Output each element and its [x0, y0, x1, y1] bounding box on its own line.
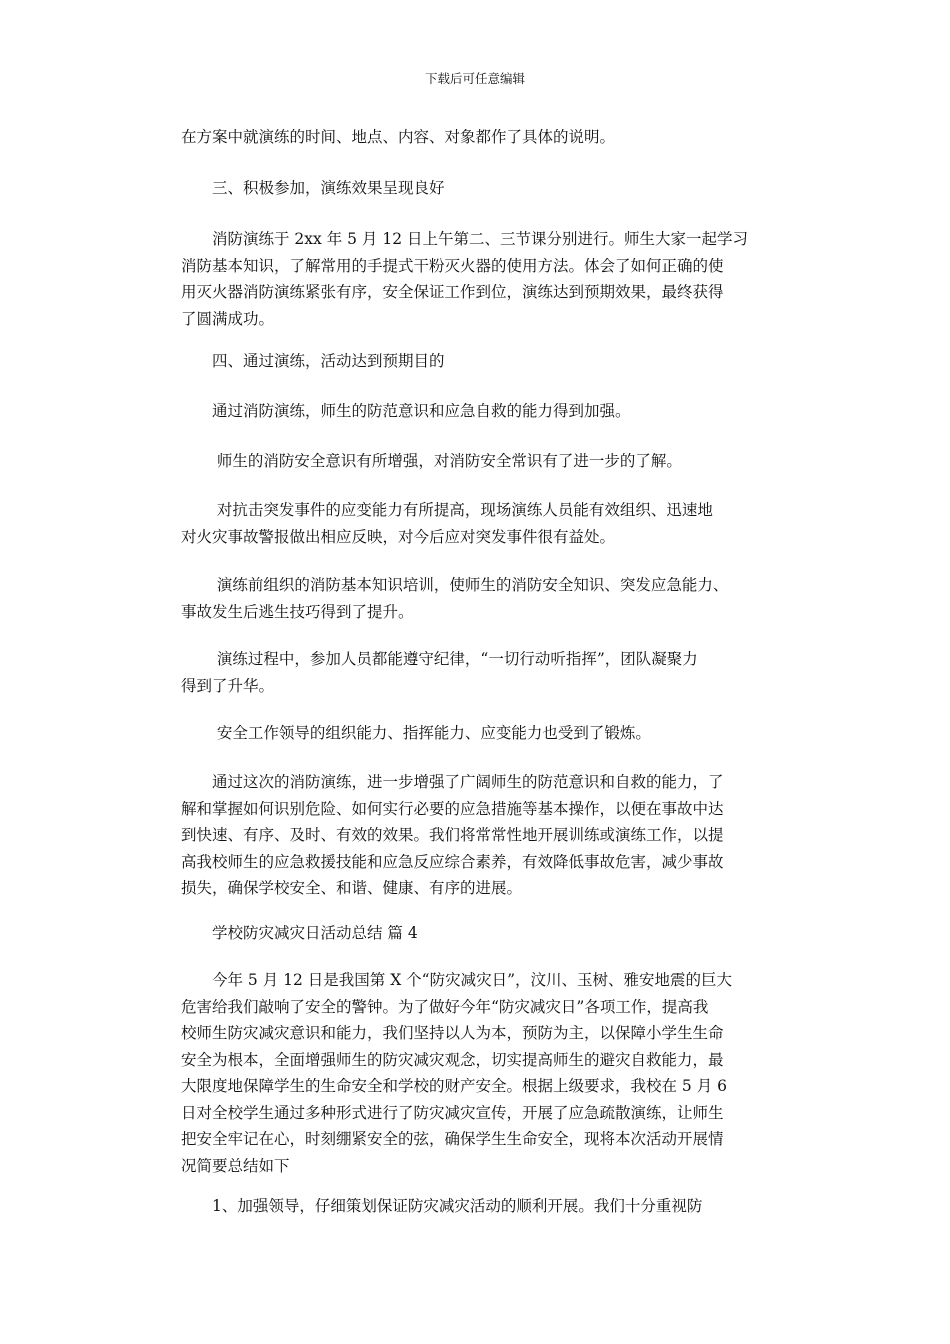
- text-line: 事故发生后逃生技巧得到了提升。: [181, 602, 414, 621]
- text-line: 三、积极参加，演练效果呈现良好: [181, 179, 445, 197]
- text-line: 通过这次的消防演练，进一步增强了广阔师生的防范意识和自救的能力，了: [181, 773, 724, 791]
- paragraph: [181, 769, 781, 902]
- paragraph: [181, 720, 781, 747]
- text-line: 解和掌握如何识别危险、如何实行必要的应急措施等基本操作，以便在事故中达: [181, 799, 724, 818]
- paragraph: [181, 398, 781, 425]
- text-line: 校师生防灾减灾意识和能力，我们坚持以人为本，预防为主，以保障小学生生命: [181, 1024, 724, 1042]
- paragraph: [181, 448, 781, 475]
- paragraph: [181, 226, 781, 332]
- text-line: 消防演练于 2xx 年 5 月 12 日上午第二、三节课分别进行。师生大家一起学习: [181, 230, 748, 248]
- text-line: 安全为根本，全面增强师生的防灾减灾观念，切实提高师生的避灾自救能力，最: [181, 1050, 724, 1069]
- text-line: 高我校师生的应急救援技能和应急反应综合素养，有效降低事故危害，减少事故: [181, 852, 724, 871]
- text-line: 得到了升华。: [181, 676, 275, 695]
- section-heading: [181, 920, 781, 947]
- paragraph: [181, 572, 781, 625]
- text-line: 况简要总结如下: [181, 1156, 290, 1175]
- text-line: 损失，确保学校安全、和谐、健康、有序的进展。: [181, 879, 523, 897]
- paragraph: [181, 1193, 781, 1220]
- section-heading: [181, 348, 781, 375]
- text-line: 安全工作领导的组织能力、指挥能力、应变能力也受到了锻炼。: [181, 724, 651, 742]
- text-line: 消防基本知识，了解常用的手提式干粉灭火器的使用方法。体会了如何正确的使: [181, 256, 724, 275]
- text-line: 大限度地保障学生的生命安全和学校的财产安全。根据上级要求，我校在 5 月 6: [181, 1077, 728, 1095]
- paragraph: [181, 646, 781, 699]
- text-line: 对抗击突发事件的应变能力有所提高，现场演练人员能有效组织、迅速地: [181, 501, 713, 519]
- text-line: 用灭火器消防演练紧张有序，安全保证工作到位，演练达到预期效果，最终获得: [181, 283, 724, 301]
- text-line: 学校防灾减灾日活动总结 篇 4: [181, 924, 418, 942]
- text-line: 1、加强领导，仔细策划保证防灾减灾活动的顺利开展。我们十分重视防: [181, 1197, 703, 1215]
- text-line: 演练过程中，参加人员都能遵守纪律，“一切行动听指挥”，团队凝聚力: [181, 650, 698, 668]
- page-header: 下载后可任意编辑: [424, 71, 525, 86]
- text-line: 四、通过演练，活动达到预期目的: [181, 352, 445, 370]
- text-line: 演练前组织的消防基本知识培训，使师生的消防安全知识、突发应急能力、: [181, 576, 729, 594]
- text-line: 危害给我们敲响了安全的警钟。为了做好今年“防灾减灾日”各项工作，提高我: [181, 997, 709, 1016]
- paragraph: [181, 967, 781, 1179]
- text-line: 了圆满成功。: [181, 309, 275, 328]
- text-line: 师生的消防安全意识有所增强，对消防安全常识有了进一步的了解。: [181, 452, 682, 470]
- text-line: 把安全牢记在心，时刻绷紧安全的弦，确保学生生命安全，现将本次活动开展情: [181, 1130, 724, 1148]
- text-line: 通过消防演练，师生的防范意识和应急自救的能力得到加强。: [181, 402, 631, 420]
- text-line: 在方案中就演练的时间、地点、内容、对象都作了具体的说明。: [181, 128, 616, 146]
- paragraph: [181, 497, 781, 550]
- text-line: 日对全校学生通过多种形式进行了防灾减灾宣传，开展了应急疏散演练，让师生: [181, 1103, 724, 1122]
- paragraph: [181, 124, 781, 151]
- text-line: 今年 5 月 12 日是我国第 X 个“防灾减灾日”，汶川、玉树、雅安地震的巨大: [181, 971, 733, 989]
- text-line: 对火灾事故警报做出相应反映，对今后应对突发事件很有益处。: [181, 527, 616, 546]
- text-line: 到快速、有序、及时、有效的效果。我们将常常性地开展训练或演练工作，以提: [181, 826, 724, 844]
- section-heading: [181, 175, 781, 202]
